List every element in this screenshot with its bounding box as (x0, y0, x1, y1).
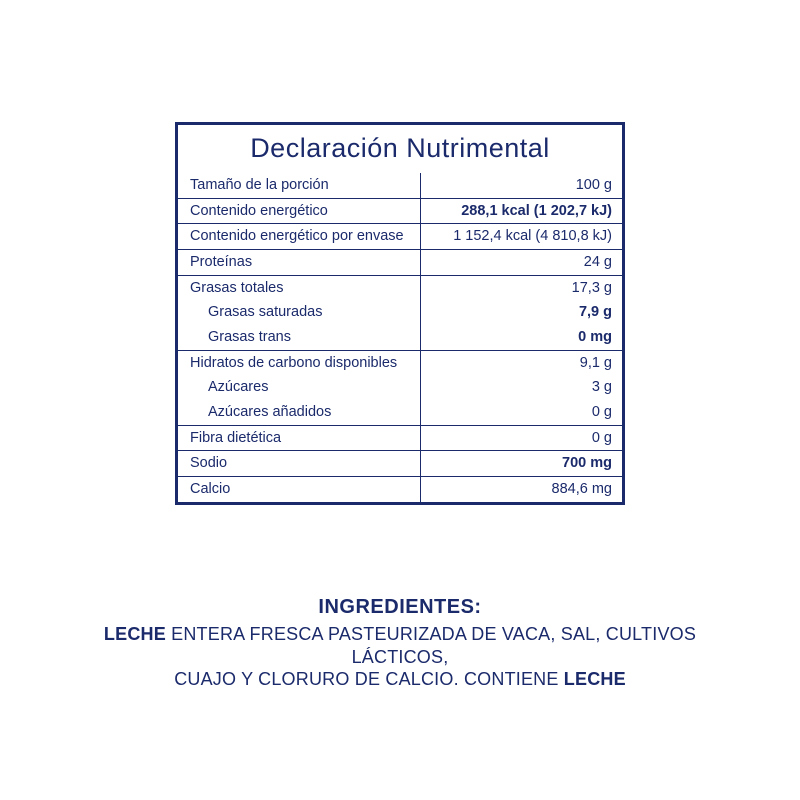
ingredients-body (60, 623, 740, 691)
row-label: Grasas trans (178, 325, 420, 350)
row-label: Grasas saturadas (178, 300, 420, 325)
row-label: Sodio (178, 451, 420, 477)
row-value: 884,6 mg (420, 477, 622, 502)
table-row (178, 300, 622, 325)
row-label: Contenido energético por envase (178, 224, 420, 250)
table-row (178, 275, 622, 300)
table-row (178, 173, 622, 198)
nutrition-table (178, 173, 622, 502)
row-value: 0 g (591, 404, 612, 421)
row-value: 3 g (591, 379, 612, 396)
row-value: 1 152,4 kcal (4 810,8 kJ) (420, 224, 622, 250)
row-value: 7,9 g (578, 304, 612, 321)
row-label: Proteínas (178, 250, 420, 276)
row-label: Contenido energético (178, 198, 420, 224)
row-label: Calcio (178, 477, 420, 502)
ingredients-line-2 (60, 668, 740, 691)
table-row (178, 425, 622, 451)
table-row (178, 198, 622, 224)
nutrition-panel (175, 122, 625, 505)
row-value: 17,3 g (420, 275, 622, 300)
panel-title: Declaración Nutrimental (250, 133, 550, 163)
row-label: Hidratos de carbono disponibles (178, 350, 420, 375)
row-label: Fibra dietética (178, 425, 420, 451)
ingredients-section (60, 596, 740, 691)
ingredients-line-1-rest: ENTERA FRESCA PASTEURIZADA DE VACA, SAL, CULTIVOS LÁCTICOS, (165, 624, 697, 667)
table-row (178, 375, 622, 400)
table-row (178, 477, 622, 502)
table-row (178, 350, 622, 375)
table-row (178, 250, 622, 276)
table-row (178, 400, 622, 425)
ingredients-title: INGREDIENTES: (318, 596, 482, 618)
row-value: 0 g (420, 425, 622, 451)
row-label: Tamaño de la porción (178, 173, 420, 198)
row-value: 9,1 g (420, 350, 622, 375)
ingredients-line-1-strong: LECHE (103, 624, 166, 644)
row-value: 700 mg (420, 451, 622, 477)
table-row (178, 451, 622, 477)
row-label: Grasas totales (178, 275, 420, 300)
ingredients-line-2-strong: LECHE (563, 669, 626, 689)
ingredients-line-1 (60, 623, 740, 668)
row-value: 100 g (575, 177, 612, 193)
row-value: 0 mg (578, 329, 612, 346)
table-row (178, 224, 622, 250)
table-row (178, 325, 622, 350)
row-label: Azúcares añadidos (178, 400, 420, 425)
row-label: Azúcares (178, 375, 420, 400)
row-value: 288,1 kcal (1 202,7 kJ) (420, 198, 622, 224)
ingredients-line-2-rest: CUAJO Y CLORURO DE CALCIO. CONTIENE (174, 669, 564, 689)
nutrition-table-body (178, 173, 622, 502)
row-value: 24 g (420, 250, 622, 276)
